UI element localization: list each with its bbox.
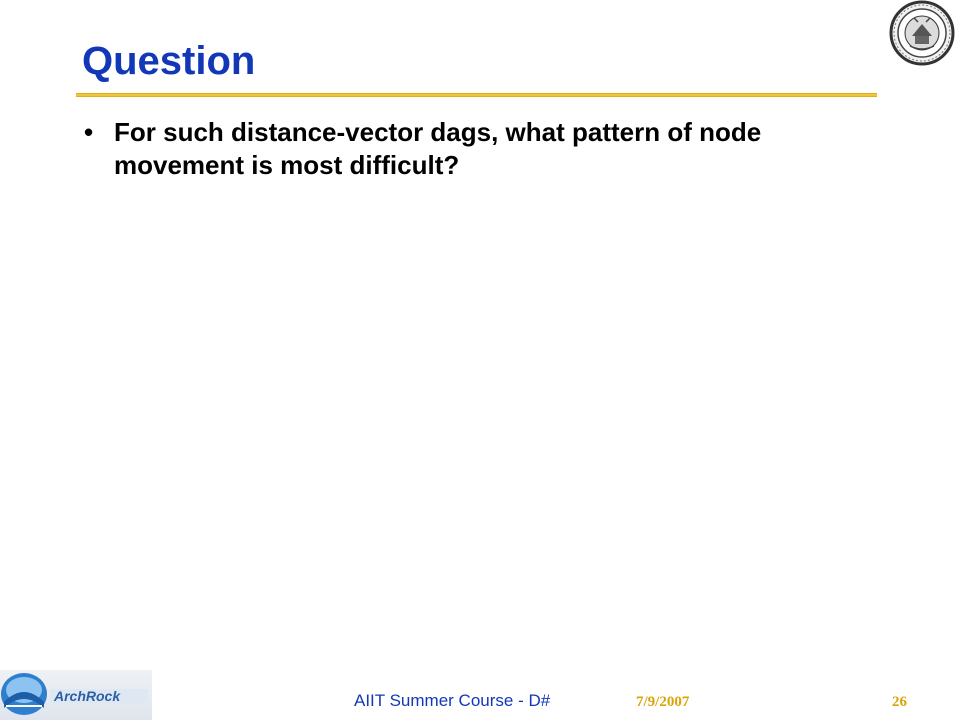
university-seal-icon (888, 0, 956, 66)
bullet-text: For such distance-vector dags, what pattern of node movement is most difficult? (114, 117, 762, 180)
logo-wordmark: ArchRock (54, 688, 121, 704)
bullet-list (82, 116, 852, 182)
slide-title: Question (82, 39, 256, 83)
footer-date: 7/9/2007 (636, 694, 690, 710)
archrock-logo-icon (0, 670, 152, 720)
footer-course-label: AIIT Summer Course - D# (354, 691, 551, 710)
bullet-marker: • (84, 117, 94, 147)
archrock-logo (0, 670, 152, 720)
bullet-item (82, 116, 852, 182)
title-divider (76, 93, 877, 97)
page-number: 26 (892, 694, 907, 710)
